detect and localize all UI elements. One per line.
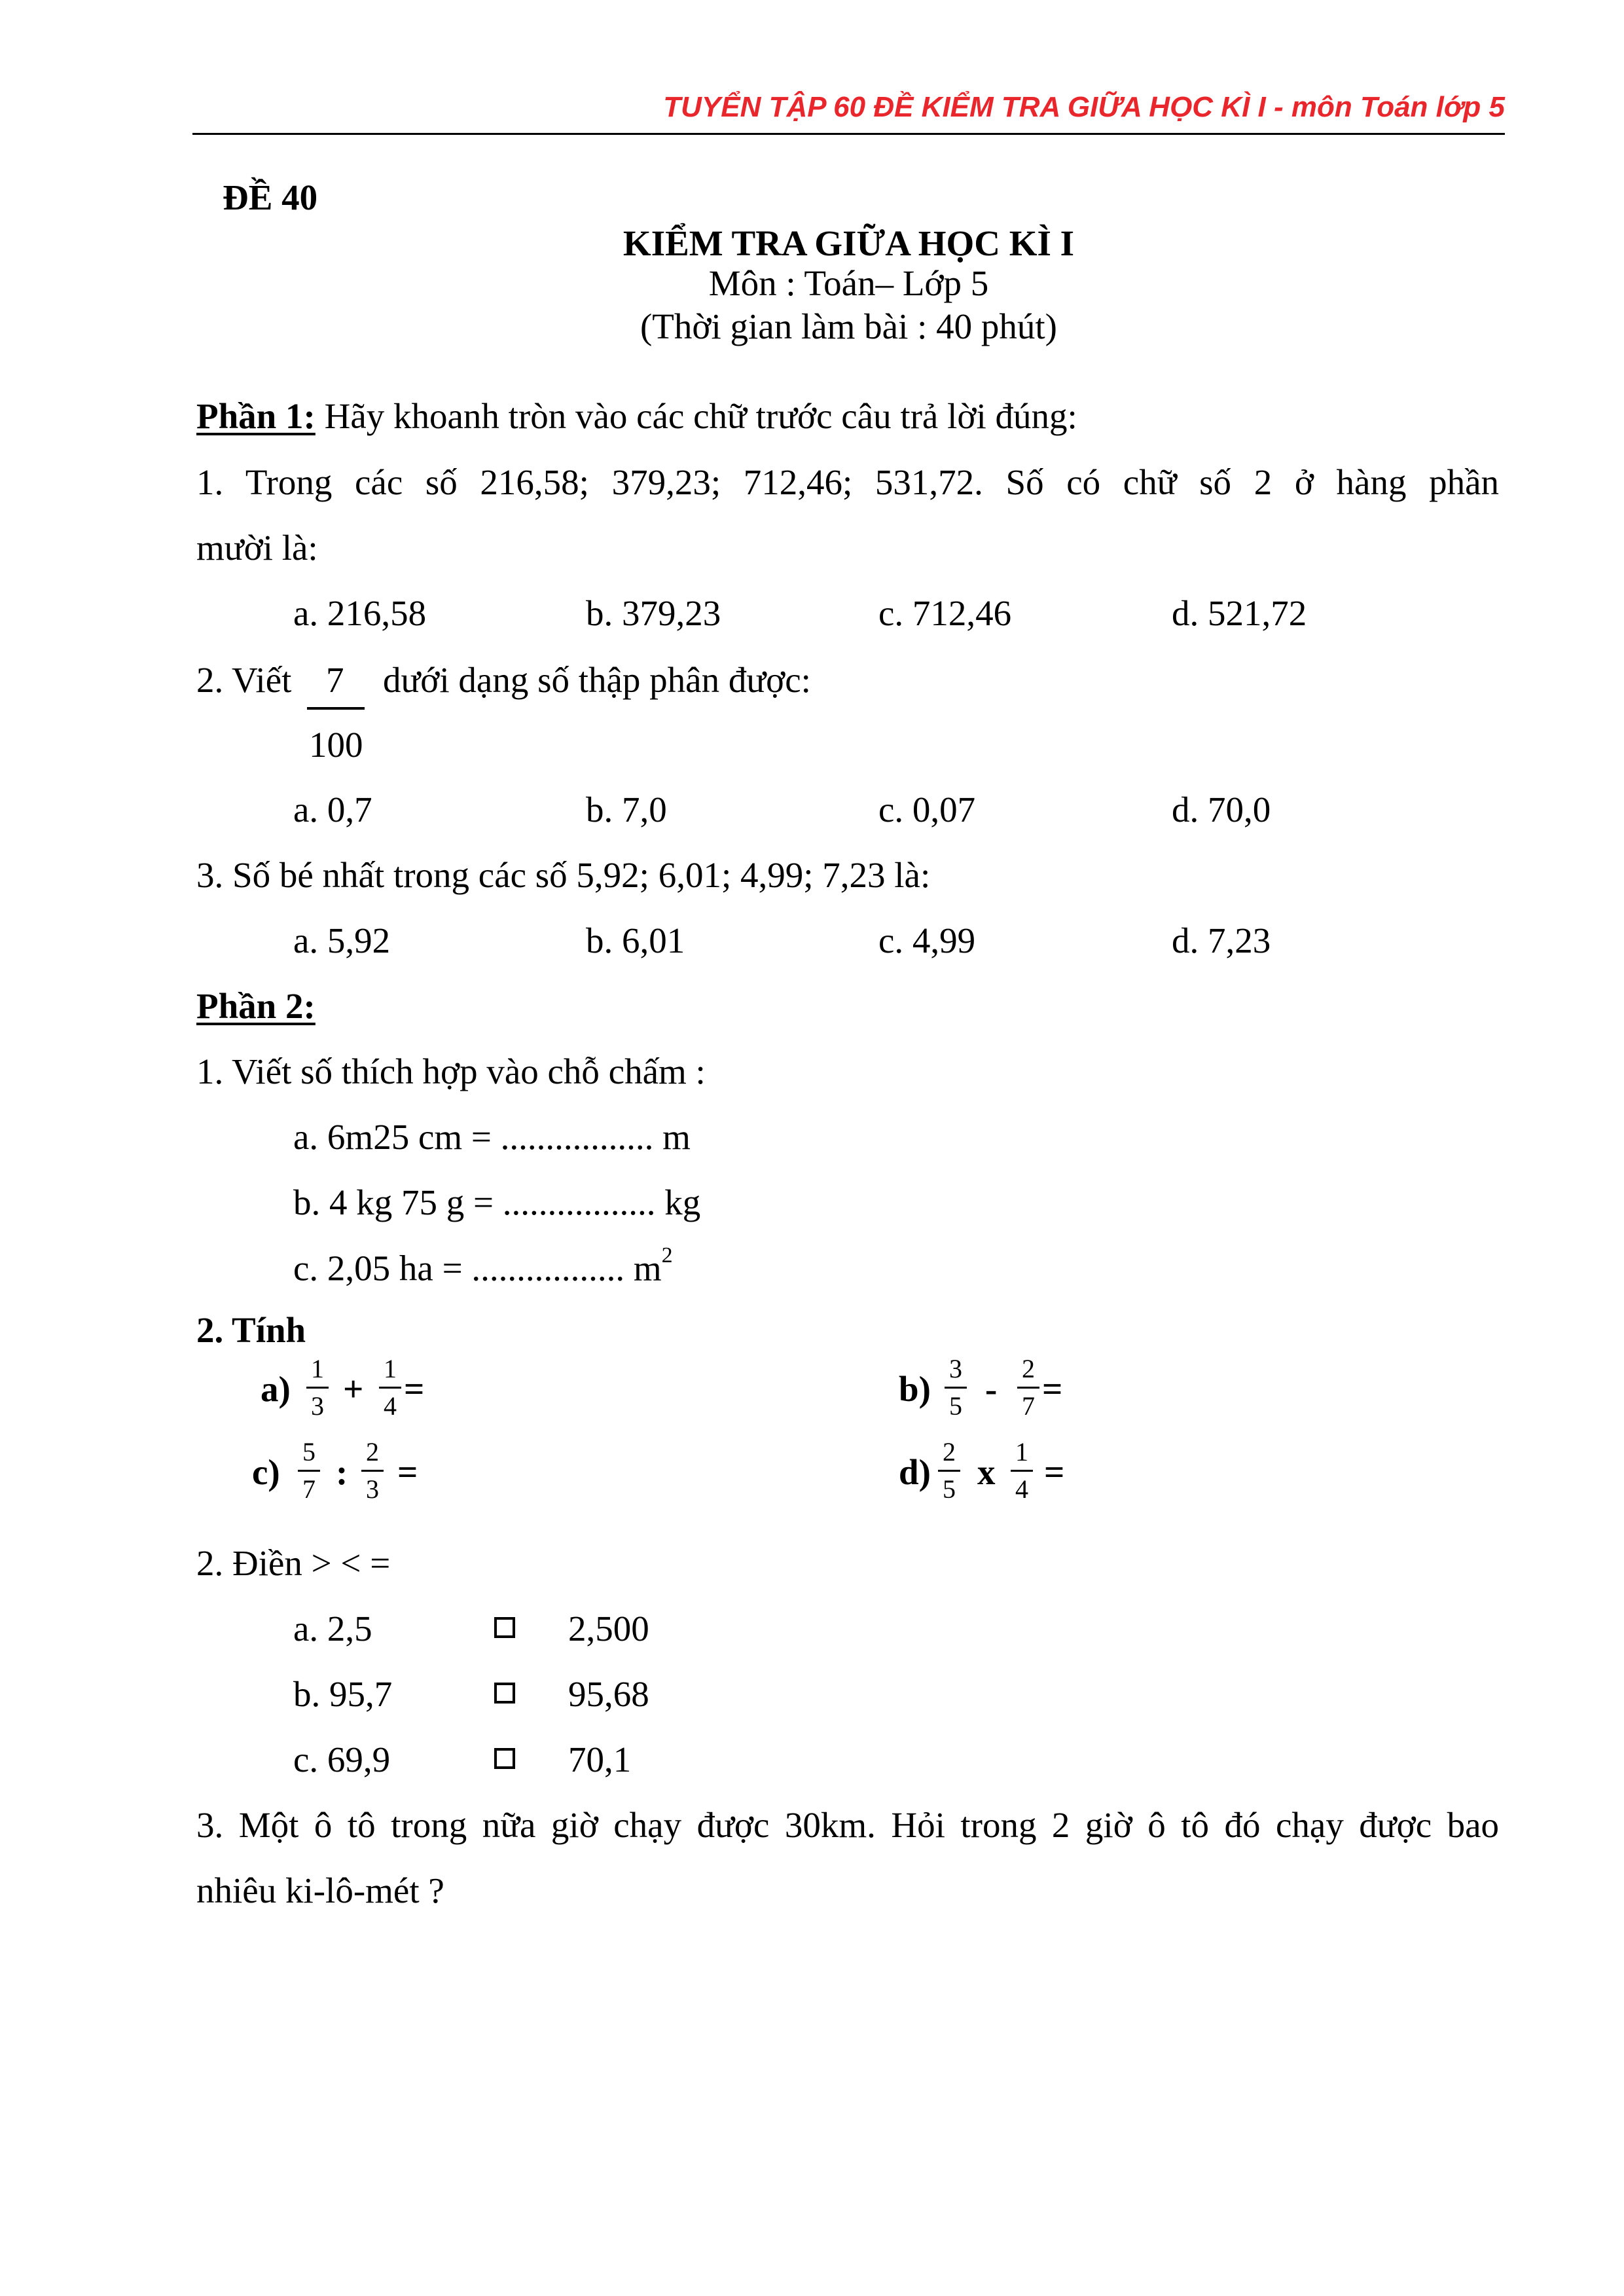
exam-duration: (Thời gian làm bài : 40 phút) xyxy=(640,306,1057,346)
p2-q4-line1: 3. Một ô tô trong nữa giờ chạy được 30km. Hỏi trong 2 giờ ô tô đó chạy được bao xyxy=(196,1805,1499,1845)
q2-fraction-numerator: 7 xyxy=(326,660,344,700)
p2-q1-item-b: b. 4 kg 75 g = ................. kg xyxy=(293,1182,701,1222)
q2-option-c: c. 0,07 xyxy=(878,790,976,829)
q1-option-a: a. 216,58 xyxy=(293,593,427,633)
compare-row-c-left: c. 69,9 xyxy=(293,1740,391,1779)
calc-a-bar-2 xyxy=(379,1387,401,1389)
calc-b-bar-2 xyxy=(1017,1387,1039,1389)
p2-q1-item-a: a. 6m25 cm = ................. m xyxy=(293,1117,691,1157)
p2-q2-title: 2. Tính xyxy=(196,1310,306,1350)
q3-option-b: b. 6,01 xyxy=(586,920,685,960)
q1-option-d: d. 521,72 xyxy=(1172,593,1307,633)
calc-a-equals: = xyxy=(404,1369,425,1409)
calc-b-denominator-1: 5 xyxy=(949,1391,962,1421)
part1-label: Phần 1: xyxy=(196,396,316,436)
q3-option-d: d. 7,23 xyxy=(1172,920,1271,960)
calc-a-numerator-1: 1 xyxy=(311,1354,324,1383)
calc-c-bar-2 xyxy=(361,1470,384,1472)
calc-a-denominator-2: 4 xyxy=(384,1391,397,1421)
q1-text-line2: mười là: xyxy=(196,528,318,568)
calc-c-operator: : xyxy=(336,1452,348,1492)
calc-d-bar-2 xyxy=(1011,1470,1033,1472)
calc-d-numerator-2: 1 xyxy=(1015,1437,1028,1467)
calc-d-label: d) xyxy=(899,1452,931,1492)
q1-text-line1: 1. Trong các số 216,58; 379,23; 712,46; 531,72. Số có chữ số 2 ở hàng phần xyxy=(196,462,1499,502)
calc-c-denominator-1: 7 xyxy=(302,1474,316,1504)
calc-a-numerator-2: 1 xyxy=(384,1354,397,1383)
q2-option-d: d. 70,0 xyxy=(1172,790,1271,829)
header-divider xyxy=(192,133,1505,135)
compare-box-c[interactable] xyxy=(494,1748,515,1769)
compare-box-b[interactable] xyxy=(494,1683,515,1704)
calc-d-bar-1 xyxy=(938,1470,960,1472)
calc-b-numerator-1: 3 xyxy=(949,1354,962,1383)
calc-a-denominator-1: 3 xyxy=(311,1391,324,1421)
calc-b-equals: = xyxy=(1042,1369,1063,1409)
calc-b-operator: - xyxy=(985,1369,998,1409)
compare-row-b-right: 95,68 xyxy=(568,1674,649,1714)
q1-option-c: c. 712,46 xyxy=(878,593,1012,633)
part2-label: Phần 2: xyxy=(196,986,316,1026)
p2-q1-item-c: c. 2,05 ha = ................. $m^2$ xyxy=(293,1243,673,1288)
calc-c-equals: = xyxy=(397,1452,418,1492)
compare-row-b-left: b. 95,7 xyxy=(293,1674,393,1714)
compare-row-a-right: 2,500 xyxy=(568,1609,649,1649)
compare-row-c-right: 70,1 xyxy=(568,1740,632,1779)
calc-c-label: c) xyxy=(252,1452,280,1492)
part1-instruction: Hãy khoanh tròn vào các chữ trước câu trả lời đúng: xyxy=(315,396,1077,436)
q3-option-a: a. 5,92 xyxy=(293,920,391,960)
q2-fraction-bar xyxy=(307,707,365,710)
q2-option-a: a. 0,7 xyxy=(293,790,372,829)
compare-box-a[interactable] xyxy=(494,1617,515,1638)
p2-q3-title: 2. Điền > < = xyxy=(196,1543,391,1583)
calc-b-denominator-2: 7 xyxy=(1022,1391,1035,1421)
calc-c-bar-1 xyxy=(298,1470,320,1472)
calc-d-denominator-2: 4 xyxy=(1015,1474,1028,1504)
q1-option-b: b. 379,23 xyxy=(586,593,721,633)
exam-subject: Môn : Toán– Lớp 5 xyxy=(708,263,989,303)
page-header-title: TUYỂN TẬP 60 ĐỀ KIỂM TRA GIỮA HỌC KÌ I - môn Toán lớp 5 xyxy=(663,91,1505,123)
calc-d-equals: = xyxy=(1044,1452,1065,1492)
calc-a-bar-1 xyxy=(306,1387,329,1389)
calc-b-bar-1 xyxy=(945,1387,967,1389)
calc-c-numerator-2: 2 xyxy=(366,1437,379,1467)
calc-d-denominator-1: 5 xyxy=(943,1474,956,1504)
exam-title: KIỂM TRA GIỮA HỌC KÌ I xyxy=(623,223,1075,263)
compare-row-a-left: a. 2,5 xyxy=(293,1609,372,1649)
q2-option-b: b. 7,0 xyxy=(586,790,667,829)
q2-prefix: 2. Viết xyxy=(196,660,292,700)
q2-fraction-denominator: 100 xyxy=(309,725,363,765)
exam-number: ĐỀ 40 xyxy=(223,177,318,217)
p2-q1-text: 1. Viết số thích hợp vào chỗ chấm : xyxy=(196,1051,706,1091)
calc-b-label: b) xyxy=(899,1369,931,1409)
part1-heading xyxy=(196,398,1077,434)
p2-q4-line2: nhiêu ki-lô-mét ? xyxy=(196,1870,444,1910)
q2-suffix: dưới dạng số thập phân được: xyxy=(383,660,811,700)
calc-a-label: a) xyxy=(261,1369,291,1409)
calc-a-operator: + xyxy=(343,1369,364,1409)
q3-option-c: c. 4,99 xyxy=(878,920,976,960)
calc-b-numerator-2: 2 xyxy=(1022,1354,1035,1383)
calc-c-numerator-1: 5 xyxy=(302,1437,316,1467)
q3-text: 3. Số bé nhất trong các số 5,92; 6,01; 4,99; 7,23 là: xyxy=(196,855,931,895)
calc-d-numerator-1: 2 xyxy=(943,1437,956,1467)
square-unit-superscript: 2 xyxy=(661,1243,673,1267)
calc-d-operator: x xyxy=(977,1452,996,1492)
calc-c-denominator-2: 3 xyxy=(366,1474,379,1504)
